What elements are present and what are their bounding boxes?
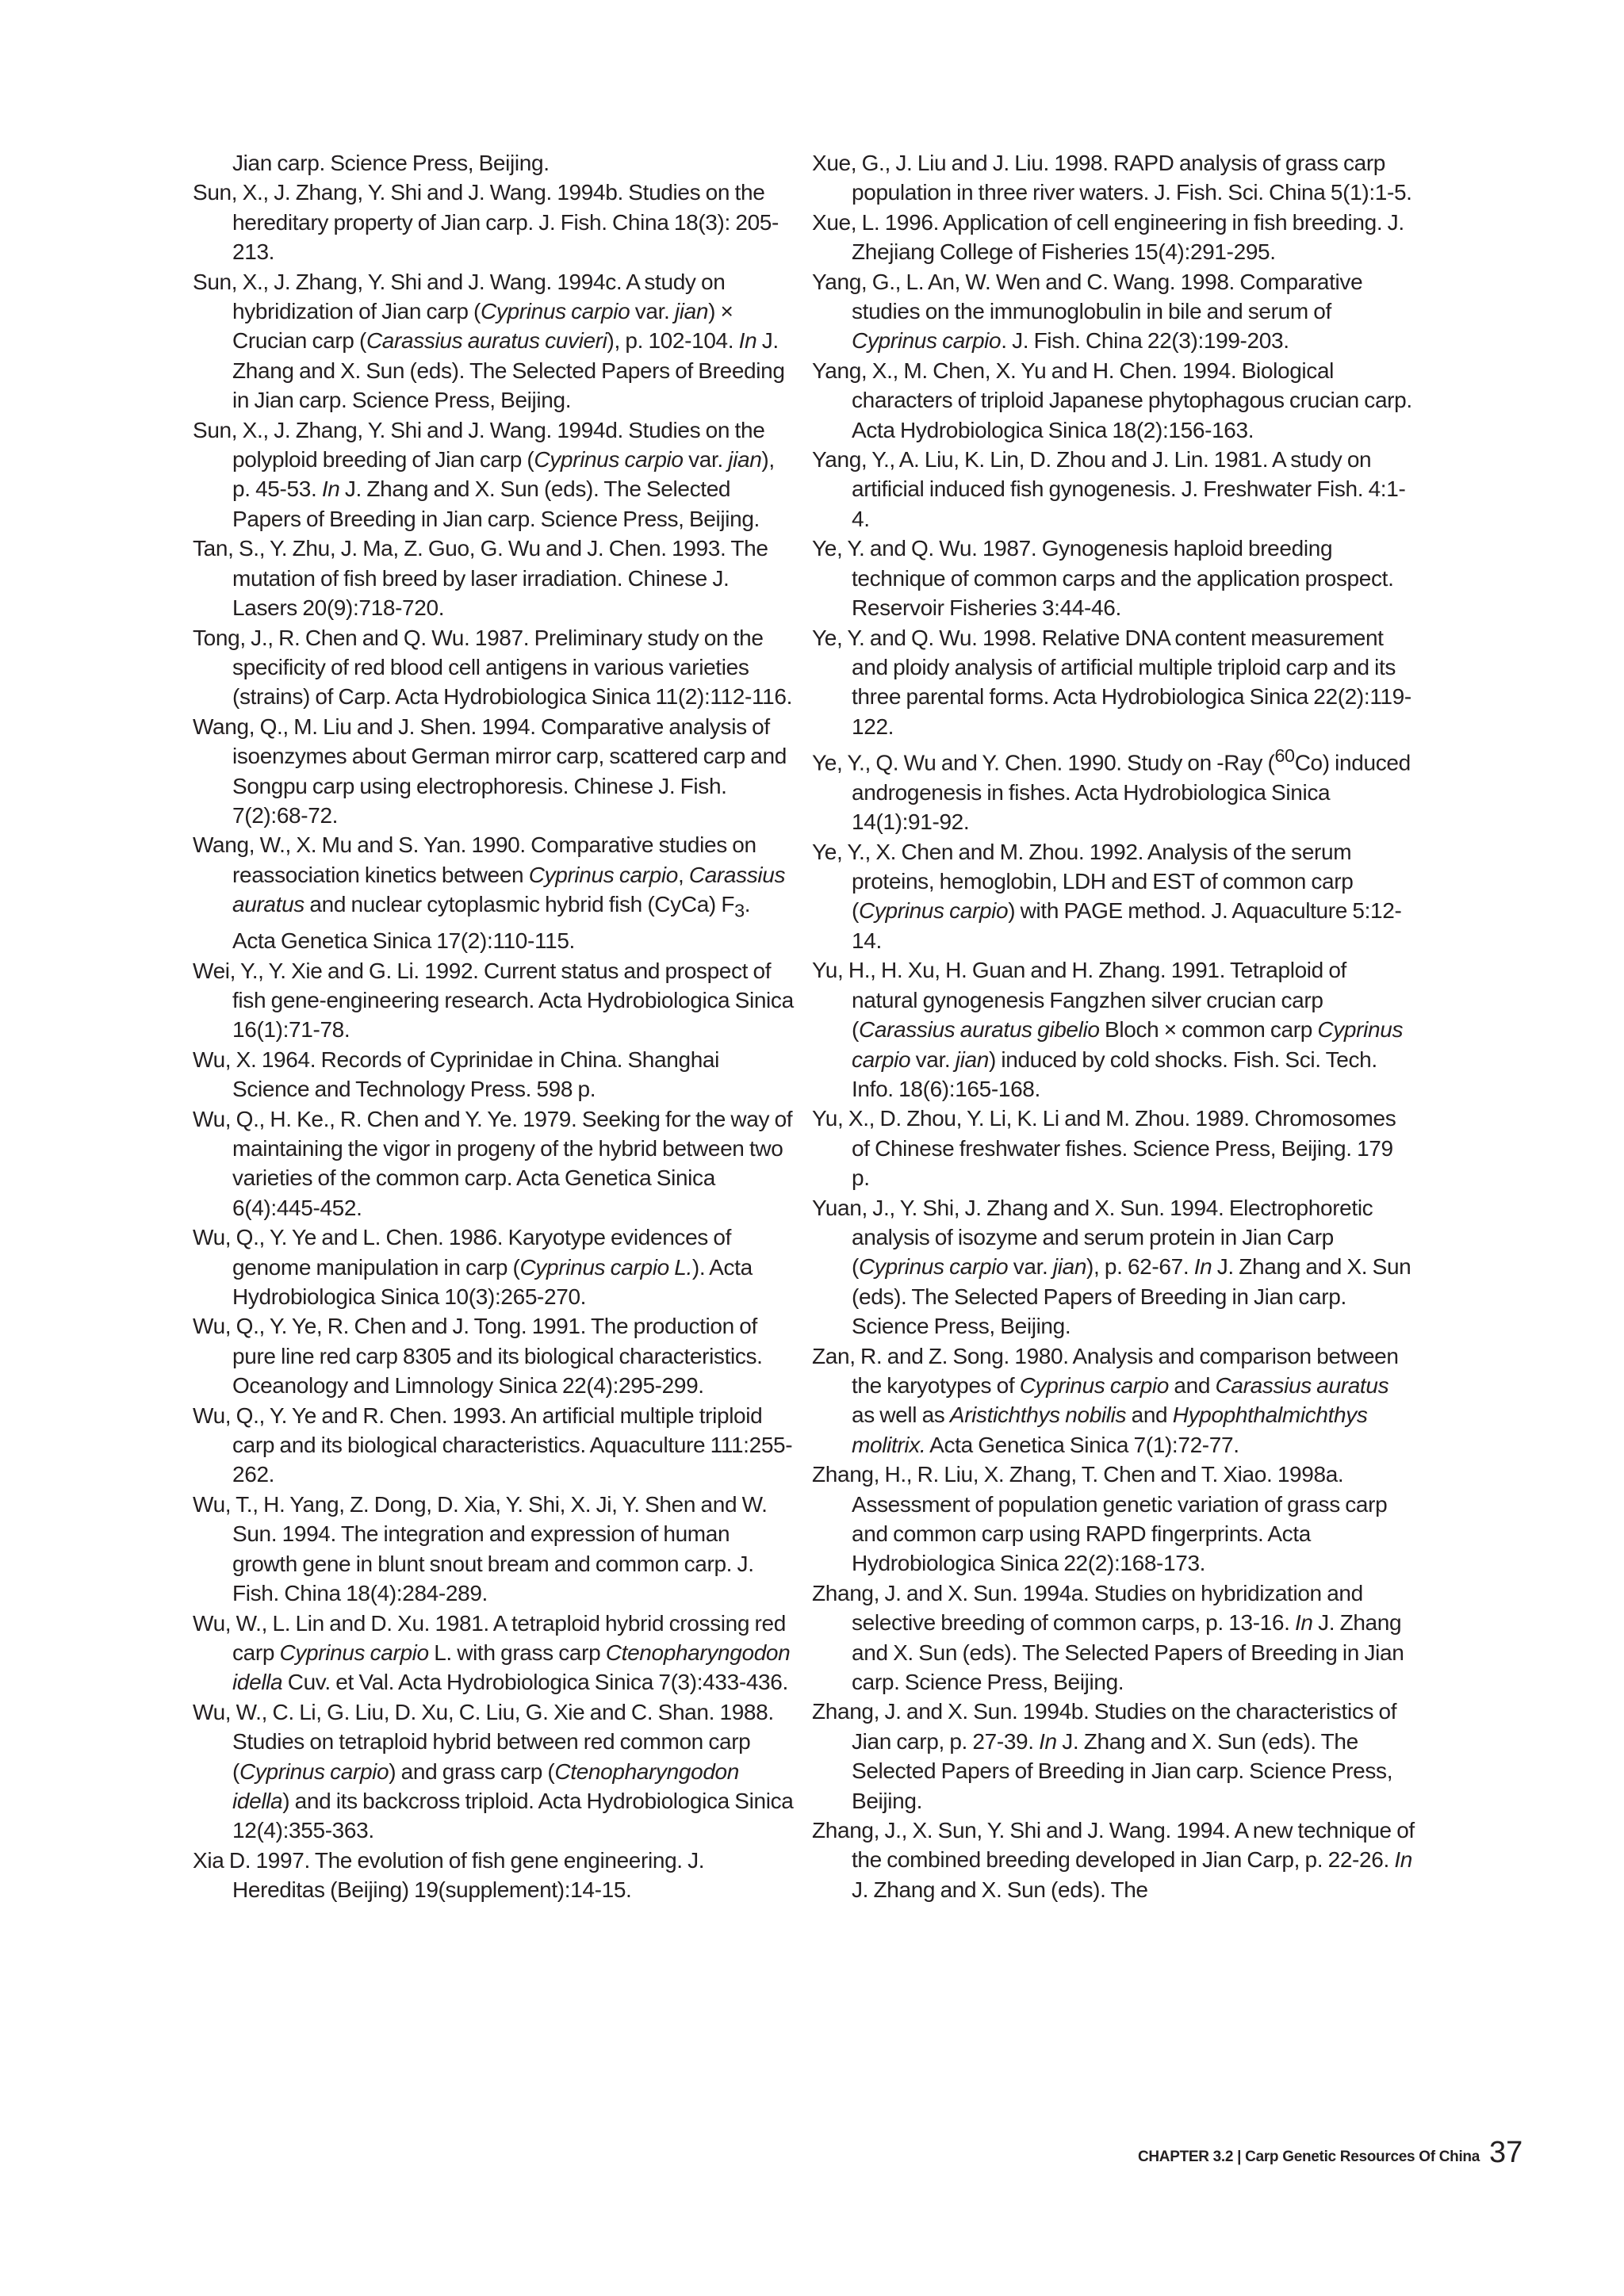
reference-entry: Wu, Q., Y. Ye and L. Chen. 1986. Karyotype evidences of genome manipulation in carp (Cyprinus carpio L.). Acta Hydrobiologica Sinica 10(3):265-270.	[193, 1225, 753, 1310]
reference-entry: Xia D. 1997. The evolution of fish gene engineering. J. Hereditas (Beijing) 19(supplement):14-15.	[193, 1847, 705, 1903]
reference-entry: Yang, G., L. An, W. Wen and C. Wang. 1998. Comparative studies on the immunoglobulin in bile and serum of Cyprinus carpio. J. Fish. China 22(3):199-203.	[812, 269, 1363, 354]
reference-entry: Ye, Y. and Q. Wu. 1998. Relative DNA content measurement and ploidy analysis of artificial multiple triploid carp and its three parental forms. Acta Hydrobiologica Sinica 22(2):119-122.	[812, 625, 1411, 739]
reference-entry: Wu, Q., Y. Ye, R. Chen and J. Tong. 1991. The production of pure line red carp 8305 and its biological characteristics. Oceanology and Limnology Sinica 22(4):295-299.	[193, 1314, 763, 1399]
reference-entry: Zan, R. and Z. Song. 1980. Analysis and comparison between the karyotypes of Cyprinus carpio and Carassius auratus as well as Aristichthys nobilis and Hypophthalmichthys molitrix. Acta Genetica Sinica 7(1):72-77.	[812, 1343, 1399, 1457]
reference-entry: Xue, G., J. Liu and J. Liu. 1998. RAPD analysis of grass carp population in three river waters. J. Fish. Sci. China 5(1):1-5.	[812, 151, 1412, 205]
reference-entry: Sun, X., J. Zhang, Y. Shi and J. Wang. 1994b. Studies on the hereditary property of Jian carp. J. Fish. China 18(3): 205-213.	[193, 180, 779, 265]
running-footer: CHAPTER 3.2 | Carp Genetic Resources Of China	[1137, 2149, 1480, 2165]
reference-entry: Xue, L. 1996. Application of cell engineering in fish breeding. J. Zhejiang College of Fisheries 15(4):291-295.	[812, 209, 1404, 265]
reference-entry: Yang, Y., A. Liu, K. Lin, D. Zhou and J. Lin. 1981. A study on artificial induced fish gynogenesis. J. Freshwater Fish. 4:1-4.	[812, 447, 1406, 531]
reference-entry: Wu, Q., Y. Ye and R. Chen. 1993. An artificial multiple triploid carp and its biological characteristics. Aquaculture 111:255-262.	[193, 1402, 793, 1487]
reference-entry: Sun, X., J. Zhang, Y. Shi and J. Wang. 1994d. Studies on the polyploid breeding of Jian carp (Cyprinus carpio var. jian), p. 45-53. In J. Zhang and X. Sun (eds). The Selected Papers of Breeding in Jian carp. Science Press, Beijing.	[193, 417, 775, 531]
reference-entry: Tong, J., R. Chen and Q. Wu. 1987. Preliminary study on the specificity of red blood cell antigens in various varieties (strains) of Carp. Acta Hydrobiologica Sinica 11(2):112-116.	[193, 625, 793, 710]
reference-entry: Yu, H., H. Xu, H. Guan and H. Zhang. 1991. Tetraploid of natural gynogenesis Fangzhen silver crucian carp (Carassius auratus gibelio Bloch × common carp Cyprinus carpio var. jian) induced by cold shocks. Fish. Sci. Tech. Info. 18(6):165-168.	[812, 958, 1404, 1101]
reference-entry: Yu, X., D. Zhou, Y. Li, K. Li and M. Zhou. 1989. Chromosomes of Chinese freshwater fishes. Science Press, Beijing. 179 p.	[812, 1106, 1396, 1191]
reference-entry: Ye, Y. and Q. Wu. 1987. Gynogenesis haploid breeding technique of common carps and the application prospect. Reservoir Fisheries 3:44-46.	[812, 536, 1394, 621]
reference-entry: Wu, Q., H. Ke., R. Chen and Y. Ye. 1979. Seeking for the way of maintaining the vigor in progeny of the hybrid between two varieties of the common carp. Acta Genetica Sinica 6(4):445-452.	[193, 1106, 793, 1220]
reference-entry: Wu, W., L. Lin and D. Xu. 1981. A tetraploid hybrid crossing red carp Cyprinus carpio L. with grass carp Ctenopharyngodon idella Cuv. et Val. Acta Hydrobiologica Sinica 7(3):433-436.	[193, 1610, 791, 1695]
reference-entry: Zhang, J. and X. Sun. 1994a. Studies on hybridization and selective breeding of common carps, p. 13-16. In J. Zhang and X. Sun (eds). The Selected Papers of Breeding in Jian carp. Science Press, Beijing.	[812, 1580, 1404, 1695]
references-left-column	[193, 148, 795, 1905]
reference-entry: Sun, X., J. Zhang, Y. Shi and J. Wang. 1994c. A study on hybridization of Jian carp (Cyprinus carpio var. jian) × Crucian carp (Carassius auratus cuvieri), p. 102-104. In J. Zhang and X. Sun (eds). The Selected Papers of Breeding in Jian carp. Science Press, Beijing.	[193, 269, 785, 413]
reference-entry: Ye, Y., X. Chen and M. Zhou. 1992. Analysis of the serum proteins, hemoglobin, LDH and EST of common carp (Cyprinus carpio) with PAGE method. J. Aquaculture 5:12-14.	[812, 839, 1402, 953]
reference-entry: Tan, S., Y. Zhu, J. Ma, Z. Guo, G. Wu and J. Chen. 1993. The mutation of fish breed by laser irradiation. Chinese J. Lasers 20(9):718-720.	[193, 536, 768, 621]
reference-entry: Jian carp. Science Press, Beijing.	[232, 151, 550, 175]
reference-entry: Wang, Q., M. Liu and J. Shen. 1994. Comparative analysis of isoenzymes about German mirror carp, scattered carp and Songpu carp using electrophoresis. Chinese J. Fish. 7(2):68-72.	[193, 714, 787, 828]
reference-entry: Wu, X. 1964. Records of Cyprinidae in China. Shanghai Science and Technology Press. 598 p.	[193, 1047, 720, 1102]
reference-entry: Yang, X., M. Chen, X. Yu and H. Chen. 1994. Biological characters of triploid Japanese phytophagous crucian carp. Acta Hydrobiologica Sinica 18(2):156-163.	[812, 358, 1412, 442]
reference-entry: Zhang, J. and X. Sun. 1994b. Studies on the characteristics of Jian carp, p. 27-39. In J. Zhang and X. Sun (eds). The Selected Papers of Breeding in Jian carp. Science Press, Beijing.	[812, 1699, 1397, 1813]
reference-entry: Zhang, J., X. Sun, Y. Shi and J. Wang. 1994. A new technique of the combined breeding developed in Jian Carp, p. 22-26. In J. Zhang and X. Sun (eds). The	[812, 1818, 1415, 1902]
reference-entry: Wei, Y., Y. Xie and G. Li. 1992. Current status and prospect of fish gene-engineering research. Acta Hydrobiologica Sinica 16(1):71-78.	[193, 958, 794, 1043]
reference-entry: Wu, T., H. Yang, Z. Dong, D. Xia, Y. Shi, X. Ji, Y. Shen and W. Sun. 1994. The integration and expression of human growth gene in blunt snout bream and common carp. J. Fish. China 18(4):284-289.	[193, 1491, 768, 1606]
reference-entry: Wu, W., C. Li, G. Liu, D. Xu, C. Liu, G. Xie and C. Shan. 1988. Studies on tetraploid hybrid between red common carp (Cyprinus carpio) and grass carp (Ctenopharyngodon idella) and its backcross triploid. Acta Hydrobiologica Sinica 12(4):355-363.	[193, 1699, 794, 1843]
reference-entry: Ye, Y., Q. Wu and Y. Chen. 1990. Study on -Ray ($^{60}$Co) induced androgenesis in fishes. Acta Hydrobiologica Sinica 14(1):91-92.	[812, 745, 1411, 835]
page-number: 37	[1489, 2136, 1523, 2169]
reference-entry: Zhang, H., R. Liu, X. Zhang, T. Chen and T. Xiao. 1998a. Assessment of population genetic variation of grass carp and common carp using RAPD fingerprints. Acta Hydrobiologica Sinica 22(2):168-173.	[812, 1462, 1388, 1576]
reference-entry: Wang, W., X. Mu and S. Yan. 1990. Comparative studies on reassociation kinetics between Cyprinus carpio, Carassius auratus and nuclear cytoplasmic hybrid fish (CyCa) $F_3$. Acta Genetica Sinica 17(2):110-115.	[193, 832, 786, 954]
reference-entry: Yuan, J., Y. Shi, J. Zhang and X. Sun. 1994. Electrophoretic analysis of isozyme and serum protein in Jian Carp (Cyprinus carpio var. jian), p. 62-67. In J. Zhang and X. Sun (eds). The Selected Papers of Breeding in Jian carp. Science Press, Beijing.	[812, 1195, 1411, 1339]
references-right-column	[812, 148, 1415, 1904]
